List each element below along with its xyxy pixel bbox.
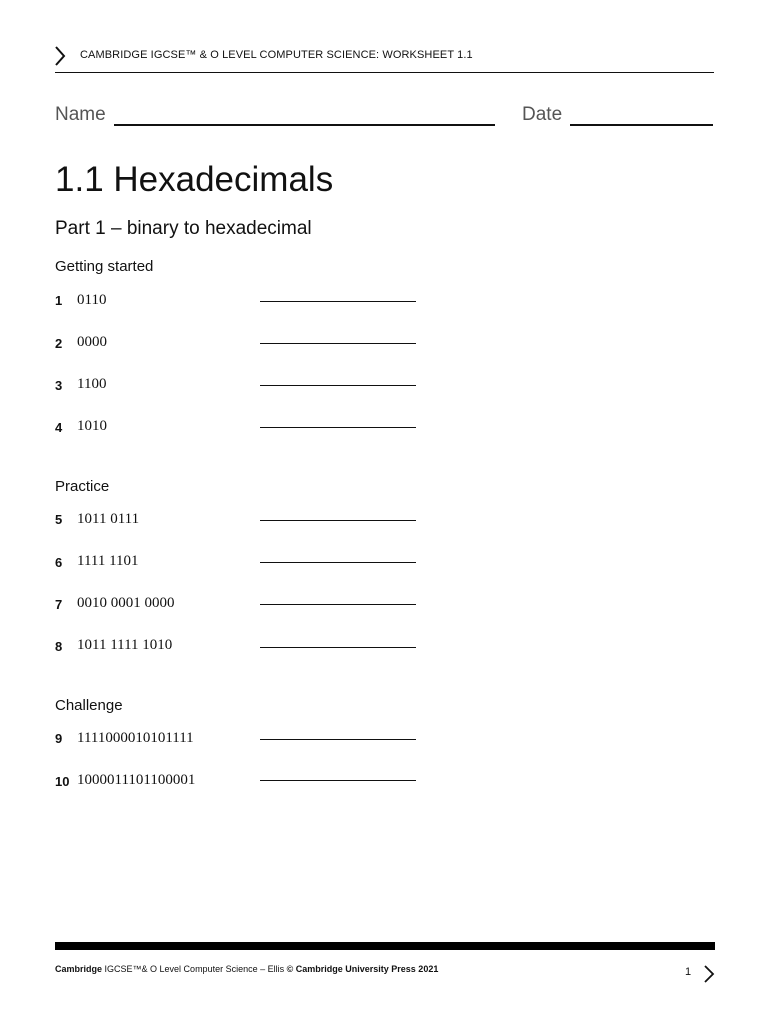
question-binary-value: 0010 0001 0000 — [77, 595, 175, 611]
part-title: Part 1 – binary to hexadecimal — [55, 218, 312, 239]
question-number: 4 — [55, 420, 63, 435]
question-binary-value: 1010 — [77, 418, 107, 434]
answer-field[interactable] — [260, 647, 416, 648]
answer-field[interactable] — [260, 562, 416, 563]
date-label: Date — [522, 104, 563, 125]
footer-bar — [55, 942, 715, 950]
answer-field[interactable] — [260, 427, 416, 428]
answer-field[interactable] — [260, 780, 416, 781]
answer-field[interactable] — [260, 301, 416, 302]
question-binary-value: 1111 1101 — [77, 553, 139, 569]
chevron-right-icon[interactable] — [702, 963, 716, 985]
chevron-right-icon[interactable] — [52, 44, 68, 68]
section-heading-getting-started: Getting started — [55, 258, 154, 275]
answer-field[interactable] — [260, 343, 416, 344]
page-title: 1.1 Hexadecimals — [55, 160, 334, 199]
worksheet-header-title: CAMBRIDGE IGCSE™ & O LEVEL COMPUTER SCIENCE: WORKSHEET 1.1 — [80, 49, 473, 61]
question-binary-value: 1100 — [77, 376, 107, 392]
question-number: 3 — [55, 378, 63, 393]
answer-field[interactable] — [260, 739, 416, 740]
question-number: 9 — [55, 731, 63, 746]
page-number: 1 — [685, 966, 692, 978]
question-binary-value: 1000011101100001 — [77, 772, 196, 788]
footer-brand: Cambridge — [55, 964, 103, 974]
section-heading-practice: Practice — [55, 478, 110, 495]
question-number: 1 — [55, 293, 63, 308]
footer-copyright: © Cambridge University Press 2021 — [286, 964, 439, 974]
question-number: 2 — [55, 336, 63, 351]
answer-field[interactable] — [260, 385, 416, 386]
question-binary-value: 1011 1111 1010 — [77, 637, 173, 653]
header-divider — [55, 72, 714, 73]
date-field[interactable] — [570, 124, 713, 126]
section-heading-challenge: Challenge — [55, 697, 123, 714]
name-label: Name — [55, 104, 106, 125]
question-number: 5 — [55, 512, 63, 527]
question-number: 8 — [55, 639, 63, 654]
footer-credit — [55, 964, 438, 974]
name-field[interactable] — [114, 124, 495, 126]
question-binary-value: 0000 — [77, 334, 107, 350]
question-number: 7 — [55, 597, 63, 612]
question-binary-value: 0110 — [77, 292, 107, 308]
answer-field[interactable] — [260, 604, 416, 605]
footer-course: IGCSE™& O Level Computer Science – Ellis — [104, 964, 285, 974]
question-number: 10 — [55, 774, 70, 789]
question-number: 6 — [55, 555, 63, 570]
answer-field[interactable] — [260, 520, 416, 521]
question-binary-value: 1111000010101111 — [77, 730, 194, 746]
question-binary-value: 1011 0111 — [77, 511, 140, 527]
